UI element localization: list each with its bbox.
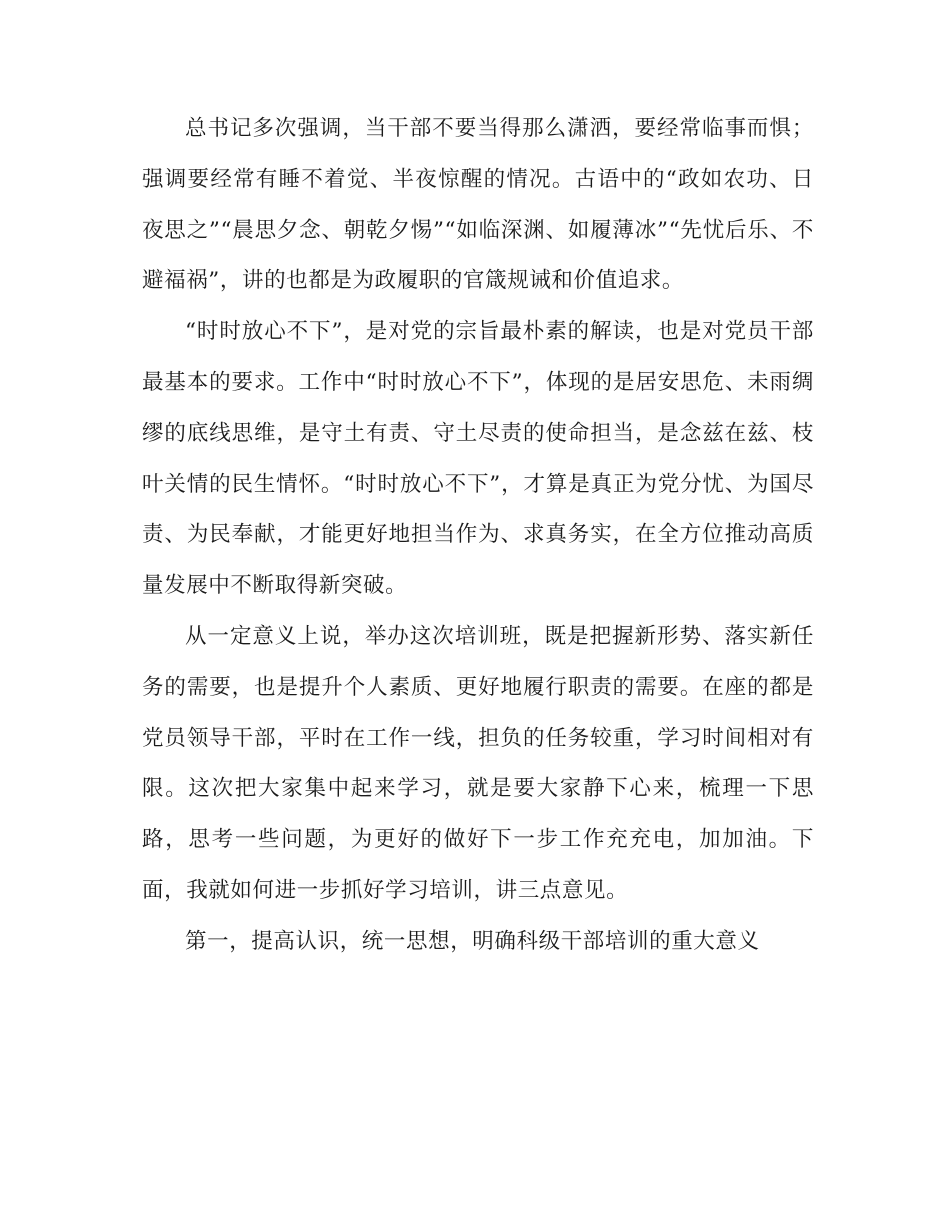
paragraph-2: “时时放心不下”，是对党的宗旨最朴素的解读，也是对党员干部最基本的要求。工作中“时时放心不下”，体现的是居安思危、未雨绸缪的底线思维，是守土有责、守土尽责的使命担当，是念兹在兹、枝叶关情的民生情怀。“时时放心不下”，才算是真正为党分忧、为国尽责、为民奉献，才能更好地担当作为、求真务实，在全方位推动高质量发展中不断取得新突破。 (142, 319, 814, 599)
paragraph-3: 从一定意义上说，举办这次培训班，既是把握新形势、落实新任务的需要，也是提升个人素质、更好地履行职责的需要。在座的都是党员领导干部，平时在工作一线，担负的任务较重，学习时间相对有限。这次把大家集中起来学习，就是要大家静下心来，梳理一下思路，思考一些问题，为更好的做好下一步工作充充电，加加油。下面，我就如何进一步抓好学习培训，讲三点意见。 (142, 623, 814, 903)
paragraph-1: 总书记多次强调，当干部不要当得那么潇洒，要经常临事而惧；强调要经常有睡不着觉、半夜惊醒的情况。古语中的“政如农功、日夜思之”“晨思夕念、朝乾夕惕”“如临深渊、如履薄冰”“先忧后乐、不避福祸”，讲的也都是为政履职的官箴规诫和价值追求。 (142, 116, 814, 294)
section-heading-1: 第一，提高认识，统一思想，明确科级干部培训的重大意义 (185, 928, 760, 954)
document-body (142, 104, 814, 968)
